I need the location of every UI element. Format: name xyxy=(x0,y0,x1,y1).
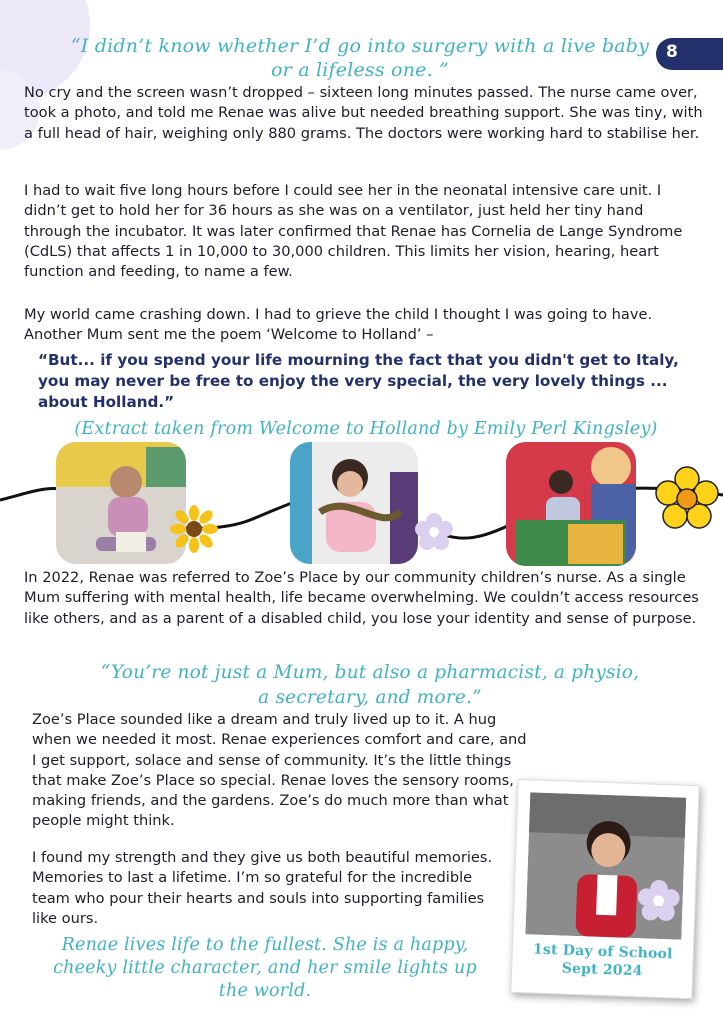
paragraph-zoes-place: Zoe’s Place sounded like a dream and truly lived up to it. A hug when we needed it most. Renae experiences comfort and care, and I get support, solace and sense of community. It’s the little things that make Zoe’s Place so special. Renae loves the sensory rooms, making friends, and the gardens. Zoe’s do much more than what people might think. xyxy=(32,711,527,830)
holland-quote: “But... if you spend your life mourning the fact that you didn't get to Italy, you may never be free to enjoy the very special, the very lovely things ... about Holland.” xyxy=(38,351,679,411)
paragraph-strength: I found my strength and they give us both beautiful memories. Memories to last a lifetime. I’m so grateful for the incredible team who pour their hearts and souls into supporting families like ours. xyxy=(32,849,493,927)
polaroid-caption xyxy=(512,940,693,982)
lilac-flower-icon xyxy=(414,512,454,552)
pull-quote-middle-line-2: a secretary, and more.” xyxy=(258,687,482,708)
flower-icon xyxy=(654,466,720,532)
pull-quote-top-line-2: or a lifeless one. ” xyxy=(271,59,449,81)
sunflower-icon xyxy=(170,505,218,553)
photo-reading-book xyxy=(506,442,636,566)
paragraph-referral: In 2022, Renae was referred to Zoe’s Place by our community children’s nurse. As a single Mum suffering with mental health, life became overwhelming. We couldn’t access resources like others, and as a parent of a disabled child, you lose your identity and sense of purpose. xyxy=(24,569,699,627)
paragraph-world-crashing: My world came crashing down. I had to grieve the child I thought I was going to have. Another Mum sent me the poem ‘Welcome to Holland’ – xyxy=(24,306,653,344)
photo-playing-floor xyxy=(56,442,186,564)
paragraph-birth: No cry and the screen wasn’t dropped – sixteen long minutes passed. The nurse came over, took a photo, and told me Renae was alive but needed breathing support. She was tiny, with a full head of hair, weighing only 880 grams. The doctors were working hard to stabilise her. xyxy=(24,84,703,142)
pull-quote-bottom-line-3: the world. xyxy=(218,981,312,1001)
page-number: 8 xyxy=(666,42,678,62)
holland-quote-source: (Extract taken from Welcome to Holland by Emily Perl Kingsley) xyxy=(74,419,658,439)
polaroid-caption-line-1: 1st Day of School xyxy=(532,941,673,963)
pull-quote-middle-line-1: “You’re not just a Mum, but also a pharmacist, a physio, xyxy=(100,662,640,683)
pull-quote-bottom-line-1: Renae lives life to the fullest. She is a happy, xyxy=(61,935,469,955)
pull-quote-top-line-1: “I didn’t know whether I’d go into surgery with a live baby xyxy=(70,35,650,57)
pull-quote-top xyxy=(40,34,680,82)
photo-with-snake xyxy=(290,442,418,564)
polaroid-caption-line-2: Sept 2024 xyxy=(561,960,643,980)
pull-quote-middle xyxy=(70,660,670,710)
pull-quote-bottom xyxy=(24,934,506,1003)
pull-quote-bottom-line-2: cheeky little character, and her smile lights up xyxy=(53,958,477,978)
lilac-flower-icon xyxy=(636,878,682,924)
paragraph-nicu: I had to wait five long hours before I could see her in the neonatal intensive care unit. I didn’t get to hold her for 36 hours as she was on a ventilator, just held her tiny hand through the incubator. It was later confirmed that Renae has Cornelia de Lange Syndrome (CdLS) that affects 1 in 10,000 to 30,000 children. This limits her vision, hearing, heart function and feeding, to name a few. xyxy=(24,182,683,281)
polaroid-photo-frame xyxy=(510,779,699,999)
